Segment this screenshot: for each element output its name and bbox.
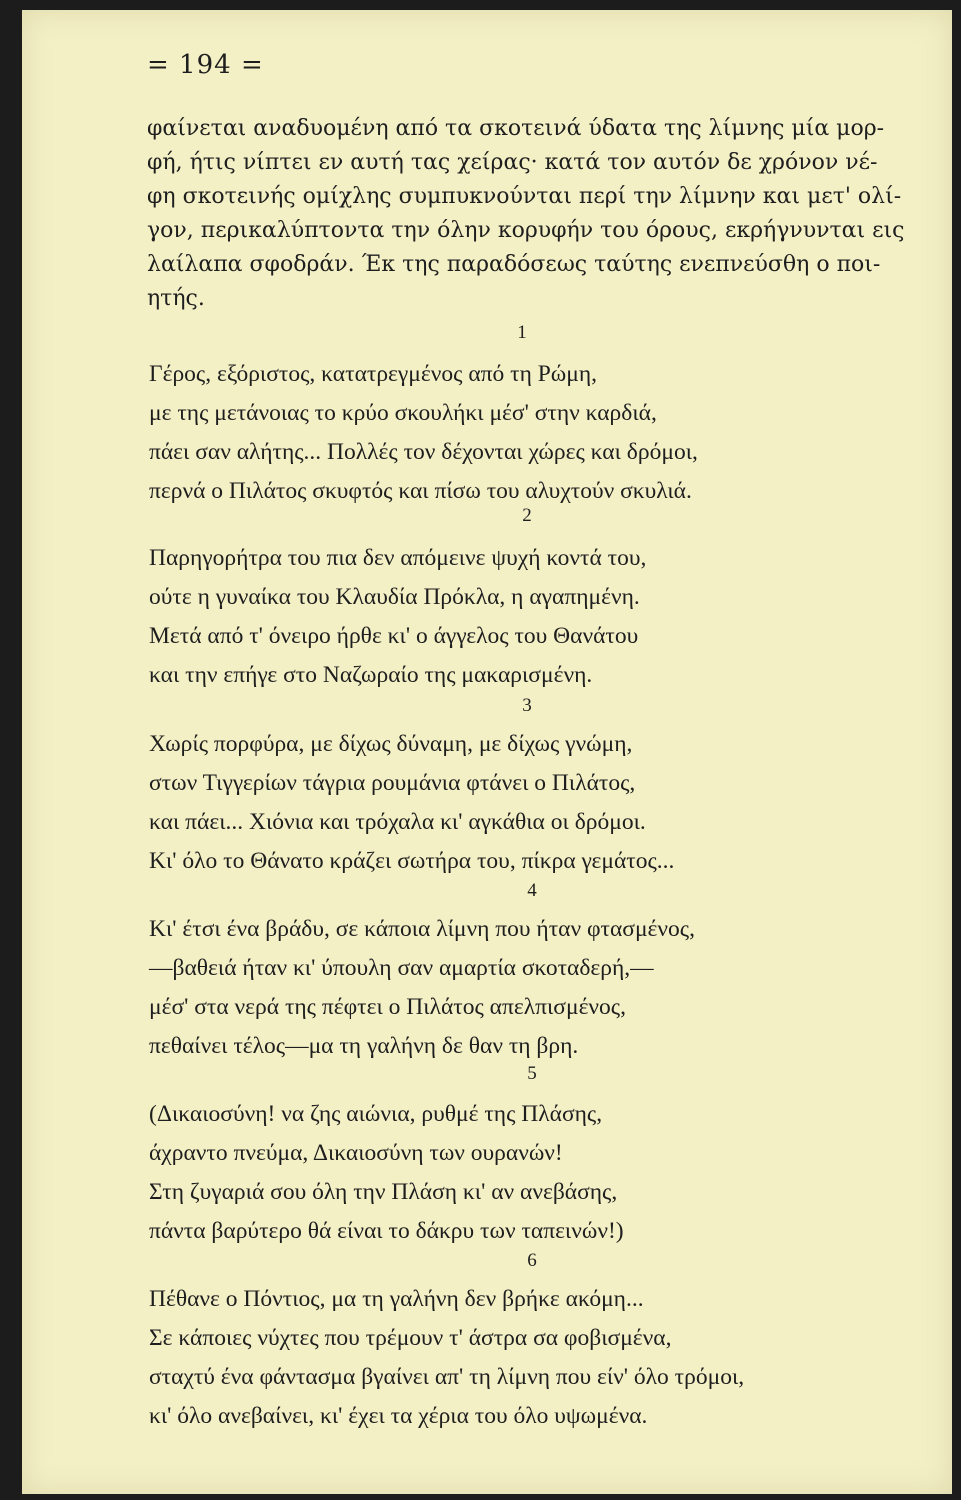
prose-line: φή, ήτις νίπτει εν αυτή τας χείρας· κατά τον αυτόν δε χρόνον νέ-	[147, 150, 878, 175]
stanza-number: 2	[522, 505, 532, 526]
verse-line: πάει σαν αλήτης... Πολλές τον δέχονται χώρες και δρόμοι,	[149, 439, 698, 465]
stanza-number: 4	[527, 880, 537, 901]
stanza-number: 5	[527, 1063, 537, 1084]
verse-line: Στη ζυγαριά σου όλη την Πλάση κι' αν ανεβάσης,	[149, 1179, 618, 1205]
verse-line: πάντα βαρύτερο θά είναι το δάκρυ των ταπεινών!)	[149, 1218, 624, 1244]
verse-line: Χωρίς πορφύρα, με δίχως δύναμη, με δίχως γνώμη,	[149, 731, 633, 757]
verse-line: άχραντο πνεύμα, Δικαιοσύνη των ουρανών!	[149, 1140, 563, 1166]
verse-line: Κι' έτσι ένα βράδυ, σε κάποια λίμνη που ήταν φτασμένος,	[149, 916, 695, 942]
verse-line: περνά ο Πιλάτος σκυφτός και πίσω του αλυχτούν σκυλιά.	[149, 478, 692, 504]
verse-line: Κι' όλο το Θάνατο κράζει σωτήρα του, πίκρα γεμάτος...	[149, 848, 675, 874]
intro-paragraph	[147, 112, 947, 316]
page-number: = 194 =	[147, 50, 264, 80]
stanza-2	[149, 539, 949, 695]
verse-line: μέσ' στα νερά της πέφτει ο Πιλάτος απελπισμένος,	[149, 994, 626, 1020]
verse-line: πεθαίνει τέλος—μα τη γαλήνη δε θαν τη βρη.	[149, 1033, 579, 1059]
prose-line: φη σκοτεινής ομίχλης συμπυκνούνται περί την λίμνην και μετ' ολί-	[147, 184, 902, 209]
verse-line: και την επήγε στο Ναζωραίο της μακαρισμένη.	[149, 662, 593, 688]
verse-line: και πάει... Χιόνια και τρόχαλα κι' αγκάθια οι δρόμοι.	[149, 809, 646, 835]
stanza-number: 1	[517, 322, 527, 343]
verse-line: Πέθανε ο Πόντιος, μα τη γαλήνη δεν βρήκε ακόμη...	[149, 1286, 644, 1312]
verse-line: —βαθειά ήταν κι' ύπουλη σαν αμαρτία σκοταδερή,—	[149, 955, 654, 981]
book-page	[22, 10, 952, 1494]
verse-line: Παρηγορήτρα του πια δεν απόμεινε ψυχή κοντά του,	[149, 545, 647, 571]
prose-line: ητής.	[147, 286, 205, 311]
verse-line: κι' όλο ανεβαίνει, κι' έχει τα χέρια του όλο υψωμένα.	[149, 1403, 648, 1429]
stanza-number: 3	[522, 695, 532, 716]
verse-line: Γέρος, εξόριστος, κατατρεγμένος από τη Ρώμη,	[149, 361, 598, 387]
verse-line: (Δικαιοσύνη! να ζης αιώνια, ρυθμέ της Πλάσης,	[149, 1101, 603, 1127]
verse-line: σταχτύ ένα φάντασμα βγαίνει απ' τη λίμνη που είν' όλο τρόμοι,	[149, 1364, 745, 1390]
prose-line: γον, περικαλύπτοντα την όλην κορυφήν του όρους, εκρήγνυνται εις	[147, 218, 905, 243]
verse-line: Μετά από τ' όνειρο ήρθε κι' ο άγγελος του Θανάτου	[149, 623, 639, 649]
stanza-number: 6	[527, 1250, 537, 1271]
prose-line: λαίλαπα σφοδράν. Έκ της παραδόσεως ταύτης ενεπνεύσθη ο ποι-	[147, 252, 881, 277]
prose-line: φαίνεται αναδυομένη από τα σκοτεινά ύδατα της λίμνης μία μορ-	[147, 116, 885, 141]
verse-line: με της μετάνοιας το κρύο σκουλήκι μέσ' στην καρδιά,	[149, 400, 657, 426]
verse-line: ούτε η γυναίκα του Κλαυδία Πρόκλα, η αγαπημένη.	[149, 584, 640, 610]
stanza-5	[149, 1095, 949, 1251]
verse-line: στων Τιγγερίων τάγρια ρουμάνια φτάνει ο Πιλάτος,	[149, 770, 636, 796]
stanza-3	[149, 725, 949, 881]
stanza-4	[149, 910, 949, 1066]
stanza-1	[149, 355, 949, 511]
stanza-6	[149, 1280, 949, 1436]
verse-line: Σε κάποιες νύχτες που τρέμουν τ' άστρα σα φοβισμένα,	[149, 1325, 672, 1351]
